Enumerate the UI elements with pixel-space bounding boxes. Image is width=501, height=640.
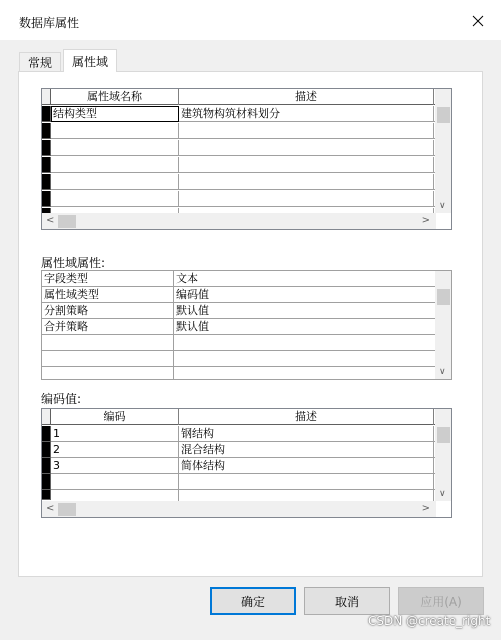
table-cell[interactable] bbox=[174, 351, 436, 367]
property-row[interactable] bbox=[42, 319, 436, 335]
scroll-right-icon[interactable]: > bbox=[421, 215, 430, 226]
scroll-down-icon[interactable]: ∨ bbox=[439, 201, 446, 211]
table-cell[interactable] bbox=[51, 474, 179, 490]
row-header[interactable] bbox=[42, 123, 51, 139]
scroll-down-icon[interactable]: ∨ bbox=[439, 367, 446, 377]
tab-general[interactable]: 常规 bbox=[19, 52, 61, 71]
property-row[interactable] bbox=[42, 287, 436, 303]
table-row[interactable] bbox=[42, 474, 436, 490]
domains-horizontal-scrollbar[interactable] bbox=[42, 213, 436, 230]
table-row[interactable] bbox=[42, 157, 436, 173]
table-cell[interactable] bbox=[51, 157, 179, 173]
table-row[interactable] bbox=[42, 123, 436, 139]
grid-corner bbox=[42, 409, 51, 425]
scroll-thumb[interactable] bbox=[58, 215, 76, 228]
property-value[interactable]: 文本 bbox=[174, 271, 436, 287]
table-cell[interactable] bbox=[51, 191, 179, 207]
column-header-domain-name[interactable]: 属性域名称 bbox=[51, 89, 179, 105]
table-cell bbox=[42, 351, 174, 367]
row-header[interactable] bbox=[42, 490, 51, 500]
property-value[interactable]: 编码值 bbox=[174, 287, 436, 303]
table-row[interactable] bbox=[42, 140, 436, 156]
row-header[interactable] bbox=[42, 474, 51, 490]
table-cell[interactable] bbox=[179, 191, 434, 207]
table-cell[interactable] bbox=[174, 335, 436, 351]
tab-domains[interactable]: 属性域 bbox=[63, 49, 117, 72]
domain-properties-label: 属性域属性: bbox=[41, 256, 106, 270]
row-header[interactable] bbox=[42, 157, 51, 173]
property-key: 分割策略 bbox=[42, 303, 174, 319]
row-header[interactable] bbox=[42, 442, 51, 458]
cancel-button[interactable]: 取消 bbox=[304, 587, 390, 615]
table-row[interactable] bbox=[42, 191, 436, 207]
table-cell bbox=[42, 367, 174, 380]
property-value[interactable]: 默认值 bbox=[174, 319, 436, 335]
row-header[interactable] bbox=[42, 458, 51, 474]
row-header[interactable] bbox=[42, 174, 51, 190]
property-key: 合并策略 bbox=[42, 319, 174, 335]
table-cell[interactable] bbox=[179, 474, 434, 490]
scroll-thumb[interactable] bbox=[58, 503, 76, 516]
property-row[interactable] bbox=[42, 271, 436, 287]
row-header[interactable] bbox=[42, 426, 51, 442]
table-cell[interactable] bbox=[51, 174, 179, 190]
apply-button[interactable]: 应用(A) bbox=[398, 587, 484, 615]
table-row[interactable] bbox=[42, 426, 436, 442]
column-header-code[interactable]: 编码 bbox=[51, 409, 179, 425]
scroll-thumb[interactable] bbox=[437, 289, 450, 305]
close-button[interactable] bbox=[464, 10, 492, 32]
domain-name-cell[interactable]: 结构类型 bbox=[51, 106, 179, 122]
property-key: 属性域类型 bbox=[42, 287, 174, 303]
property-key: 字段类型 bbox=[42, 271, 174, 287]
domains-vertical-scrollbar[interactable] bbox=[435, 89, 452, 213]
coded-values-header bbox=[42, 409, 436, 425]
property-row[interactable] bbox=[42, 351, 436, 367]
title-bar bbox=[0, 0, 501, 40]
window-title: 数据库属性 bbox=[19, 16, 80, 30]
table-cell[interactable] bbox=[179, 157, 434, 173]
column-header-description[interactable]: 描述 bbox=[179, 89, 434, 105]
ok-button[interactable]: 确定 bbox=[210, 587, 296, 615]
table-row[interactable] bbox=[42, 442, 436, 458]
code-description-cell[interactable]: 简体结构 bbox=[179, 458, 434, 474]
row-header[interactable] bbox=[42, 140, 51, 156]
coded-values-grid[interactable] bbox=[41, 408, 452, 518]
table-cell[interactable] bbox=[174, 367, 436, 380]
watermark: CSDN @create_right bbox=[368, 614, 491, 628]
properties-vertical-scrollbar[interactable] bbox=[435, 271, 452, 379]
row-header[interactable] bbox=[42, 191, 51, 207]
code-cell[interactable]: 1 bbox=[51, 426, 179, 442]
property-row[interactable] bbox=[42, 303, 436, 319]
scroll-thumb[interactable] bbox=[437, 107, 450, 123]
column-header-description[interactable]: 描述 bbox=[179, 409, 434, 425]
domain-description-cell[interactable]: 建筑物构筑材料划分 bbox=[179, 106, 434, 122]
table-cell[interactable] bbox=[179, 174, 434, 190]
grid-corner bbox=[42, 89, 51, 105]
table-row[interactable] bbox=[42, 458, 436, 474]
scroll-thumb[interactable] bbox=[437, 427, 450, 443]
property-row[interactable] bbox=[42, 335, 436, 351]
scroll-down-icon[interactable]: ∨ bbox=[439, 489, 446, 499]
table-row[interactable] bbox=[42, 106, 436, 122]
table-cell[interactable] bbox=[51, 123, 179, 139]
coded-values-horizontal-scrollbar[interactable] bbox=[42, 501, 436, 518]
table-cell bbox=[42, 335, 174, 351]
table-cell[interactable] bbox=[51, 140, 179, 156]
property-row[interactable] bbox=[42, 367, 436, 380]
code-description-cell[interactable]: 混合结构 bbox=[179, 442, 434, 458]
row-header[interactable] bbox=[42, 106, 51, 122]
table-cell[interactable] bbox=[179, 140, 434, 156]
coded-values-vertical-scrollbar[interactable] bbox=[435, 409, 452, 501]
code-cell[interactable]: 3 bbox=[51, 458, 179, 474]
scroll-right-icon[interactable]: > bbox=[421, 503, 430, 514]
property-value[interactable]: 默认值 bbox=[174, 303, 436, 319]
domains-grid-header bbox=[42, 89, 436, 105]
code-cell[interactable]: 2 bbox=[51, 442, 179, 458]
scroll-left-icon[interactable]: < bbox=[46, 215, 55, 226]
scroll-left-icon[interactable]: < bbox=[46, 503, 55, 514]
coded-values-label: 编码值: bbox=[41, 392, 82, 406]
table-row[interactable] bbox=[42, 174, 436, 190]
close-icon bbox=[472, 15, 484, 27]
code-description-cell[interactable]: 钢结构 bbox=[179, 426, 434, 442]
domains-grid[interactable] bbox=[41, 88, 452, 230]
domain-properties-grid[interactable] bbox=[41, 270, 452, 380]
table-cell[interactable] bbox=[179, 123, 434, 139]
